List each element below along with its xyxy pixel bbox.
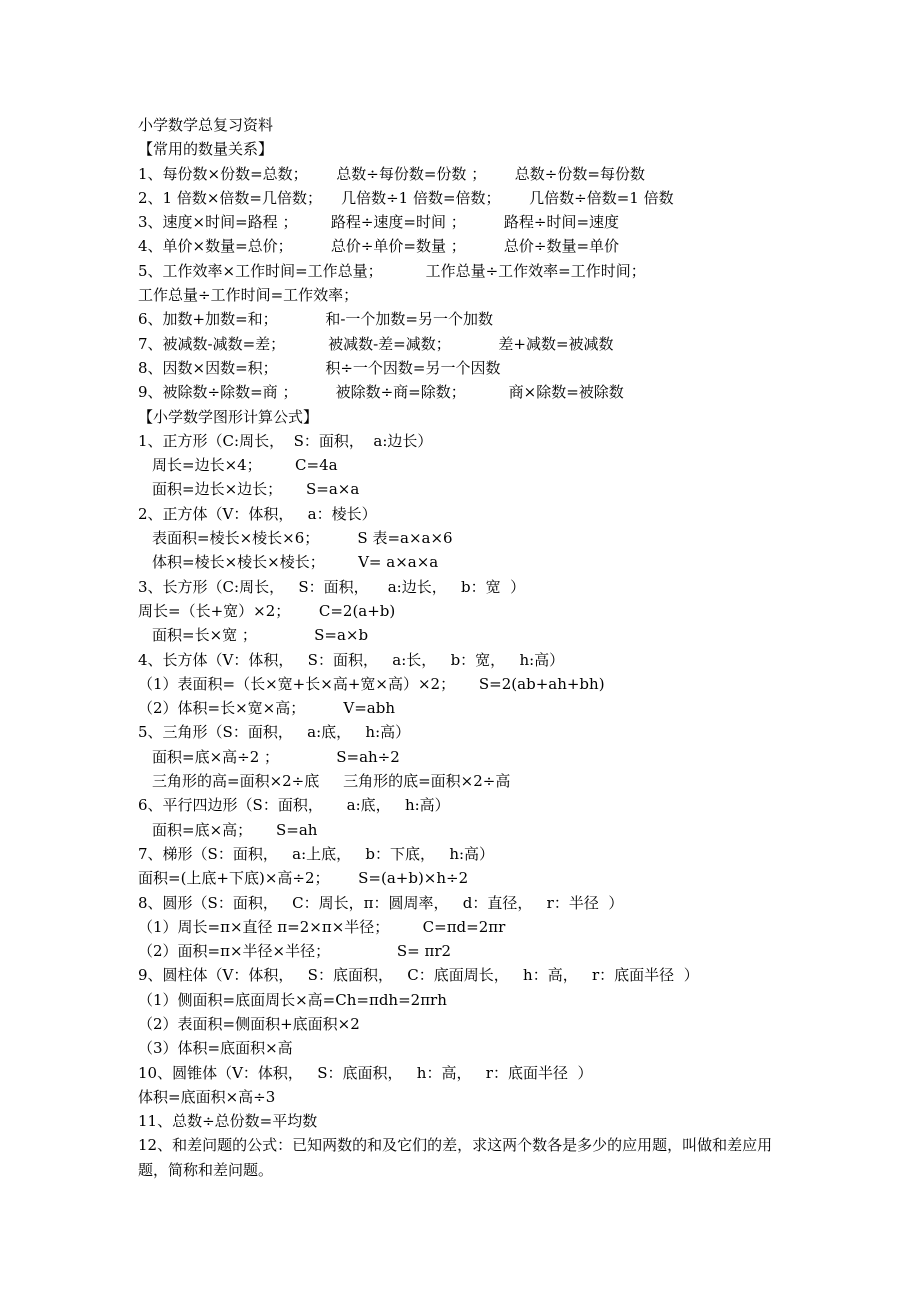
formula-line: （1）周长=π×直径 π=2×π×半径； C=πd=2πr — [138, 917, 506, 936]
formula-line: 面积=边长×边长； S=a×a — [152, 480, 360, 499]
formula-line: 周长=边长×4； C=4a — [152, 456, 338, 475]
formula-line: 表面积=棱长×棱长×6； S 表=a×a×6 — [152, 529, 453, 548]
formula-line: 2、正方体（V：体积， a：棱长） — [138, 504, 377, 523]
formula-line: （3）体积=底面积×高 — [138, 1039, 293, 1058]
relation-line: 4、单价×数量=总价； 总价÷单价=数量 ； 总价÷数量=单价 — [138, 237, 620, 256]
relation-line: 6、加数+加数=和； 和-一个加数=另一个加数 — [138, 310, 493, 329]
formula-line: 3、长方形（C:周长， S：面积， a:边长， b：宽 ） — [138, 577, 526, 596]
formula-line: 面积=底×高÷2 ； S=ah÷2 — [152, 747, 400, 766]
formula-line: （2）体积=长×宽×高； V=abh — [138, 699, 396, 718]
document-title: 小学数学总复习资料 — [138, 116, 274, 134]
formula-line: 三角形的高=面积×2÷底 三角形的底=面积×2÷高 — [152, 772, 511, 791]
formula-line: 体积=棱长×棱长×棱长； V= a×a×a — [152, 553, 439, 572]
formula-line: 10、圆锥体（V：体积， S：底面积， h：高， r：底面半径 ） — [138, 1063, 593, 1082]
formula-line: （1）表面积=（长×宽+长×高+宽×高）×2； S=2(ab+ah+bh) — [138, 674, 605, 693]
formula-line: 体积=底面积×高÷3 — [138, 1087, 276, 1106]
formula-line: 9、圆柱体（V：体积， S：底面积， C：底面周长， h：高， r：底面半径 ） — [138, 966, 699, 985]
formula-line: （2）面积=π×半径×半径； S= πr2 — [138, 942, 452, 961]
section-heading-quantity-relations: 【常用的数量关系】 — [138, 140, 274, 159]
formula-line: 5、三角形（S：面积， a:底， h:高） — [138, 723, 411, 742]
formula-line: 6、平行四边形（S：面积， a:底， h:高） — [138, 796, 450, 815]
relation-line: 2、1 倍数×倍数=几倍数； 几倍数÷1 倍数=倍数； 几倍数÷倍数=1 倍数 — [138, 188, 674, 207]
relation-line: 1、每份数×份数=总数； 总数÷每份数=份数 ； 总数÷份数=每份数 — [138, 164, 645, 183]
formula-line: 面积=底×高； S=ah — [152, 820, 318, 839]
formula-line: 1、正方形（C:周长， S：面积， a:边长） — [138, 431, 433, 450]
formula-line: 11、总数÷总份数=平均数 — [138, 1112, 318, 1131]
relation-line: 8、因数×因数=积； 积÷一个因数=另一个因数 — [138, 358, 501, 377]
formula-line: 8、圆形（S：面积， C：周长，π：圆周率， d：直径， r：半径 ） — [138, 893, 624, 912]
formula-line: （2）表面积=侧面积+底面积×2 — [138, 1014, 360, 1033]
relation-line: 9、被除数÷除数=商 ； 被除数÷商=除数； 商×除数=被除数 — [138, 383, 624, 402]
formula-line: 面积=长×宽 ； S=a×b — [152, 626, 369, 645]
formula-line: 4、长方体（V：体积， S：面积， a:长， b：宽， h:高） — [138, 650, 565, 669]
formula-list — [138, 429, 798, 1134]
relation-line: 3、速度×时间=路程 ； 路程÷速度=时间 ； 路程÷时间=速度 — [138, 213, 620, 232]
relation-line: 工作总量÷工作时间=工作效率； — [138, 286, 359, 305]
formula-line: 7、梯形（S：面积， a:上底， b：下底， h:高） — [138, 844, 495, 863]
relation-line: 7、被减数-减数=差； 被减数-差=减数； 差+减数=被减数 — [138, 334, 614, 353]
section-heading-geometry-formulas: 【小学数学图形计算公式】 — [138, 407, 319, 426]
formula-line: 面积=(上底+下底)×高÷2； S=(a+b)×h÷2 — [138, 869, 469, 888]
formula-line: 周长=（长+宽）×2； C=2(a+b) — [138, 601, 396, 620]
relation-line: 5、工作效率×工作时间=工作总量； 工作总量÷工作效率=工作时间； — [138, 261, 646, 280]
document-page — [138, 113, 798, 1182]
formula-line: （1）侧面积=底面周长×高=Ch=πdh=2πrh — [138, 990, 447, 1009]
final-paragraph: 12、和差问题的公式：已知两数的和及它们的差，求这两个数各是多少的应用题，叫做和差应用题，简称和差问题。 — [138, 1136, 773, 1179]
